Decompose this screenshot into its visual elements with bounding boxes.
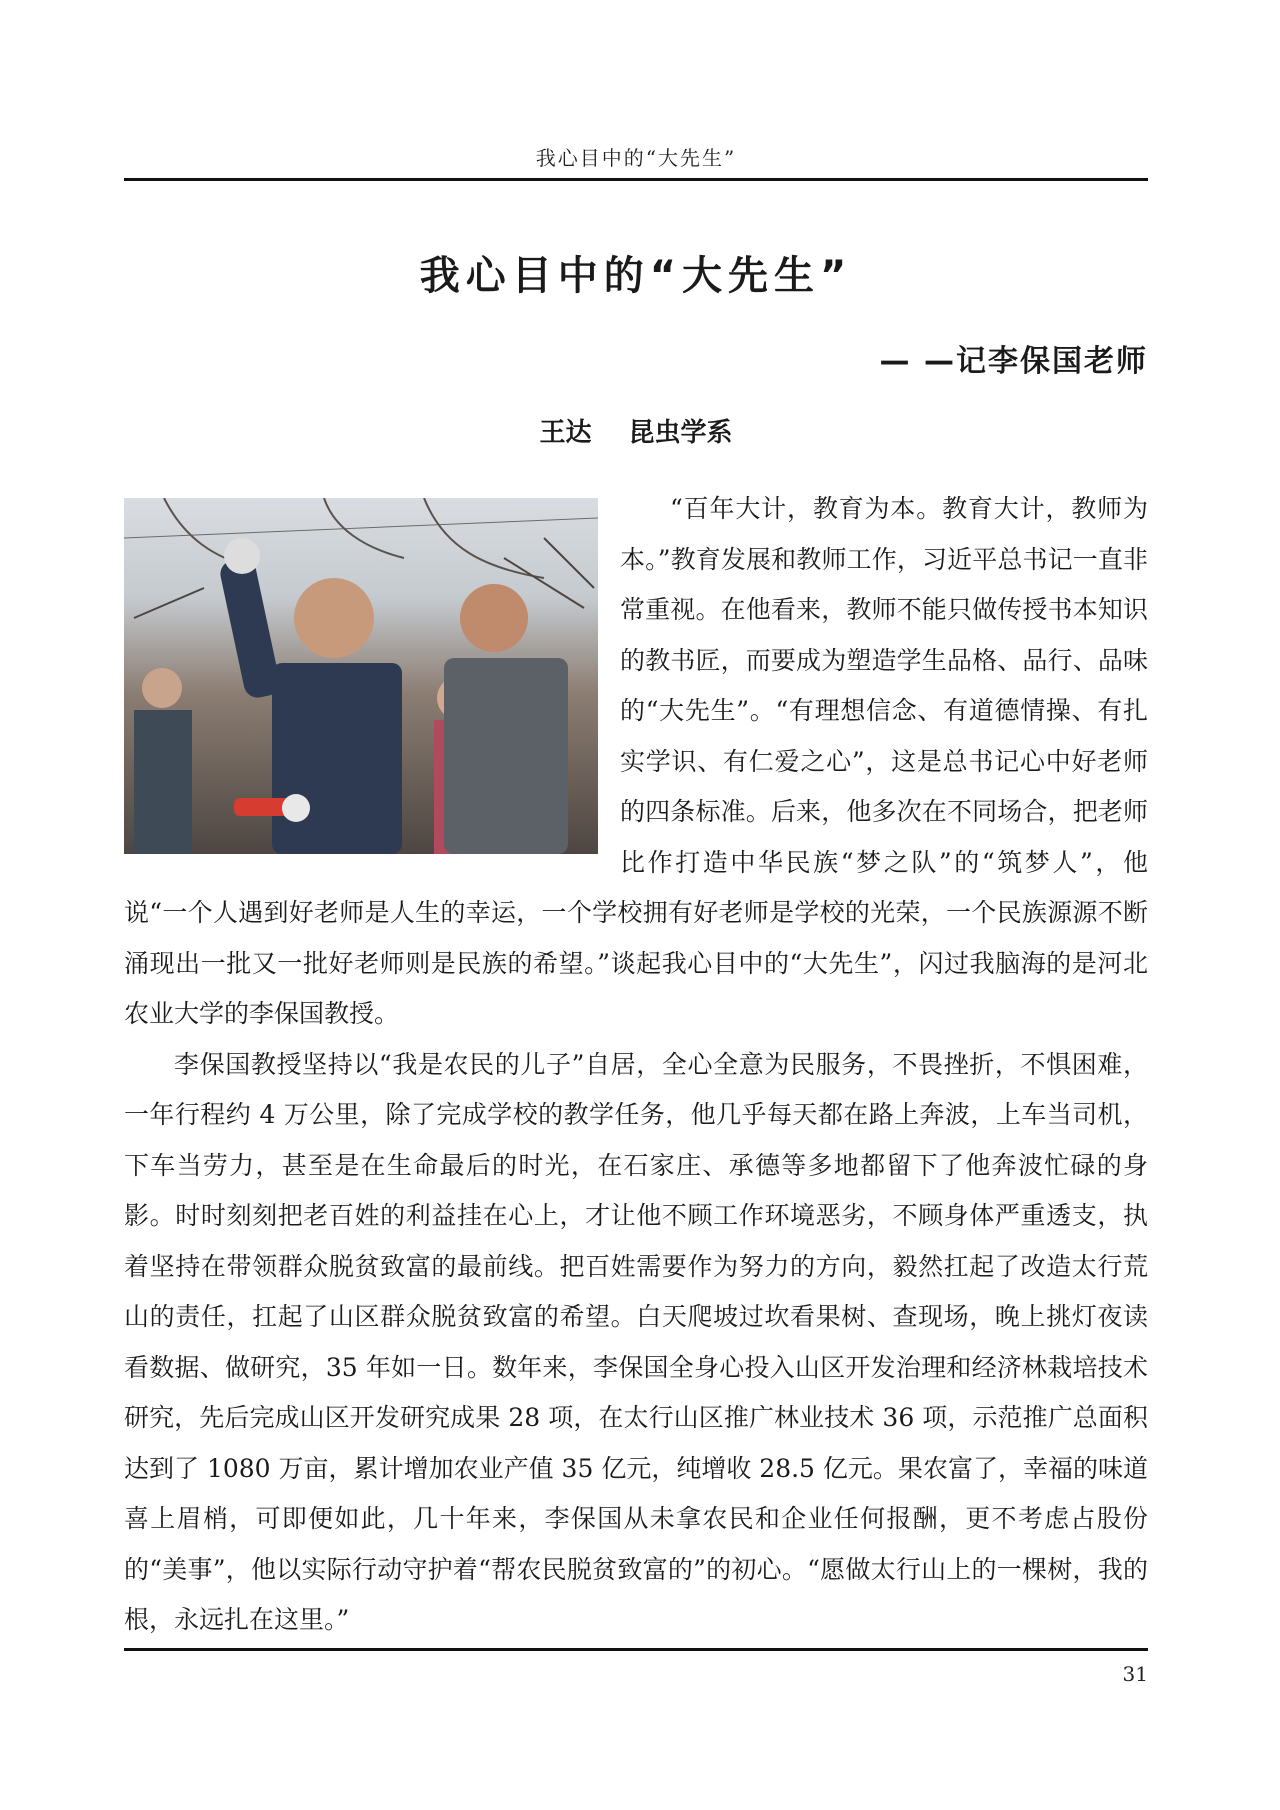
paragraph-2: 李保国教授坚持以“我是农民的儿子”自居，全心全意为民服务，不畏挫折，不惧困难，一年行程约 4 万公里，除了完成学校的教学任务，他几乎每天都在路上奔波，上车当司机，下车当劳力，甚至是在生命最后的时光，在石家庄、承德等多地都留下了他奔波忙碌的身影。时时刻刻把老百姓的利益挂在心上，才让他不顾工作环境恶劣，不顾身体严重透支，执着坚持在带领群众脱贫致富的最前线。把百姓需要作为努力的方向，毅然扛起了改造太行荒山的责任，扛起了山区群众脱贫致富的希望。白天爬坡过坎看果树、查现场，晚上挑灯夜读看数据、做研究，35 年如一日。数年来，李保国全身心投入山区开发治理和经济林栽培技术研究，先后完成山区开发研究成果 28 项，在太行山区推广林业技术 36 项，示范推广总面积达到了 1080 万亩，累计增加农业产值 35 亿元，纯增收 28.5 亿元。果农富了，幸福的味道喜上眉梢，可即便如此，几十年来，李保国从未拿农民和企业任何报酬，更不考虑占股份的“美事”，他以实际行动守护着“帮农民脱贫致富的”的初心。“愿做太行山上的一棵树，我的根，永远扎在这里。”: [124, 1049, 1148, 1634]
article-title: 我心目中的“大先生”: [419, 253, 853, 299]
header-rule: [124, 178, 1148, 181]
article-subtitle: — —记李保国老师: [879, 344, 1148, 379]
author-department: 昆虫学系: [628, 418, 733, 448]
page-number: 31: [1122, 1662, 1148, 1686]
paragraph-1: “百年大计，教育为本。教育大计，教师为本。”教育发展和教师工作，习近平总书记一直非常重视。在他看来，教师不能只做传授书本知识的教书匠，而要成为塑造学生品格、品行、品味的“大先生”。“有理想信念、有道德情操、有扎实学识、有仁爱之心”，这是总书记心中好老师的四条标准。后来，他多次在不同场合，把老师比作打造中华民族“梦之队”的“筑梦人”，他说“一个人遇到好老师是人生的幸运，一个学校拥有好老师是学校的光荣，一个民族源源不断涌现出一批又一批好老师则是民族的希望。”谈起我心目中的“大先生”，闪过我脑海的是河北农业大学的李保国教授。: [124, 494, 1148, 1028]
author-name: 王达: [539, 418, 592, 448]
byline: [124, 412, 1148, 449]
article-body: [124, 484, 1148, 1646]
running-header: 我心目中的“大先生”: [535, 146, 737, 170]
footer-rule: [124, 1648, 1148, 1651]
photo-teacher-pruning-fruit-tree-icon: [124, 498, 598, 854]
